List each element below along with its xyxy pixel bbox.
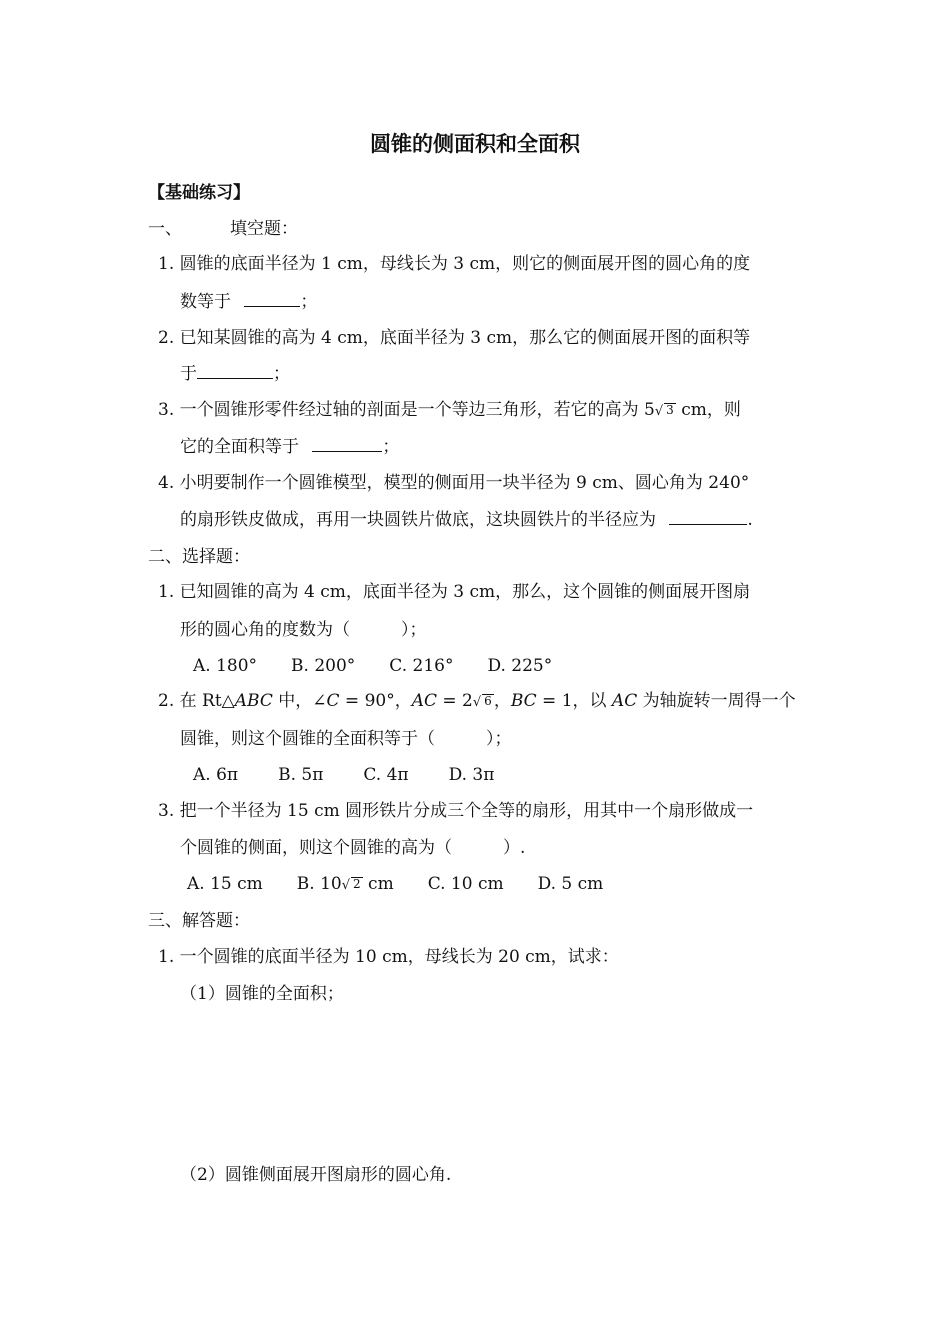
sqrt-radicand: 3 — [666, 403, 674, 417]
option-b[interactable]: B. 5π — [278, 765, 324, 785]
question-text: = 90°， — [339, 691, 412, 711]
question-end: . — [747, 510, 753, 530]
question-text: cm，则 — [681, 400, 741, 420]
question-text: 在 Rt△ — [179, 691, 235, 711]
p2-q2-line1 — [158, 689, 796, 715]
p2-q3-line1 — [158, 799, 753, 823]
option-a[interactable]: A. 180° — [193, 656, 258, 676]
question-text: 圆锥的底面半径为 1 cm，母线长为 3 cm，则它的侧面展开图的圆心角的度 — [179, 254, 751, 274]
question-text: 一个圆锥形零件经过轴的剖面是一个等边三角形，若它的高为 5 — [179, 400, 655, 420]
sqrt-sign: √ — [654, 404, 664, 419]
part1-heading-num: 一、 — [148, 219, 182, 239]
question-number: 2. — [158, 691, 175, 711]
part3-heading: 三、解答题： — [148, 911, 250, 931]
question-number: 1. — [158, 582, 175, 602]
option-d[interactable]: D. 5 cm — [537, 874, 604, 894]
option-a[interactable]: A. 6π — [193, 765, 239, 785]
option-c[interactable]: C. 4π — [363, 765, 409, 785]
p3-q1-line1 — [158, 945, 619, 969]
part1-heading — [148, 217, 298, 241]
question-text: = 2 — [437, 691, 473, 711]
question-number: 1. — [158, 947, 175, 967]
p1-q4-line1 — [158, 471, 749, 495]
question-number: 3. — [158, 400, 175, 420]
question-text: = 1，以 — [536, 691, 612, 711]
p2-q1-line2: 形的圆心角的度数为（ ）； — [180, 620, 427, 640]
question-number: 3. — [158, 801, 175, 821]
sqrt-radicand: 6 — [484, 694, 492, 708]
p2-q2-line2: 圆锥，则这个圆锥的全面积等于（ ）； — [180, 729, 512, 749]
sqrt-sign: √ — [341, 878, 350, 893]
question-number: 2. — [158, 328, 175, 348]
answer-blank[interactable] — [669, 508, 747, 525]
answer-blank[interactable] — [197, 362, 273, 379]
question-text: ， — [493, 691, 511, 711]
section-basic-heading: 【基础练习】 — [148, 183, 250, 203]
p2-q3-line2: 个圆锥的侧面，则这个圆锥的高为（ ）. — [180, 838, 526, 858]
question-text: 已知某圆锥的高为 4 cm，底面半径为 3 cm，那么它的侧面展开图的面积等 — [179, 328, 751, 348]
question-text: 为轴旋转一周得一个 — [637, 691, 796, 711]
p2-q3-options — [187, 872, 637, 898]
p2-q2-options — [193, 763, 528, 787]
question-text: 小明要制作一个圆锥模型，模型的侧面用一块半径为 9 cm、圆心角为 240° — [179, 473, 750, 493]
question-text: 把一个半径为 15 cm 圆形铁片分成三个全等的扇形，用其中一个扇形做成一 — [179, 801, 754, 821]
part2-heading: 二、选择题： — [148, 547, 250, 567]
p1-q2-line2 — [180, 362, 290, 386]
question-text: 已知圆锥的高为 4 cm，底面半径为 3 cm，那么，这个圆锥的侧面展开图扇 — [179, 582, 751, 602]
sqrt-sign: √ — [472, 695, 482, 710]
question-end: ； — [300, 292, 318, 312]
option-c[interactable]: C. 10 cm — [427, 874, 504, 894]
p1-q3-line2 — [180, 435, 399, 459]
option-b[interactable] — [297, 872, 394, 898]
math-bc: BC — [510, 691, 537, 711]
p1-q1-line2 — [180, 290, 317, 314]
page-title: 圆锥的侧面积和全面积 — [370, 131, 580, 156]
math-abc: ABC — [234, 691, 273, 711]
question-text: 于 — [180, 364, 197, 384]
question-end: ； — [273, 364, 290, 384]
math-ac: AC — [611, 691, 638, 711]
math-ac: AC — [411, 691, 437, 711]
option-b[interactable]: B. 200° — [291, 656, 356, 676]
p2-q1-options — [193, 654, 586, 678]
option-b-text: B. 10 — [296, 874, 342, 894]
option-d[interactable]: D. 3π — [448, 765, 495, 785]
option-a[interactable]: A. 15 cm — [187, 874, 263, 894]
part1-heading-text: 填空题： — [230, 219, 298, 239]
option-c[interactable]: C. 216° — [389, 656, 454, 676]
p1-q3-line1 — [158, 398, 741, 424]
math-c: C — [326, 691, 340, 711]
question-text: 数等于 — [180, 292, 231, 312]
answer-blank[interactable] — [312, 435, 382, 452]
question-number: 4. — [158, 473, 175, 493]
p3-q1-sub2: （2）圆锥侧面展开图扇形的圆心角. — [180, 1165, 452, 1185]
sqrt-radicand: 2 — [353, 877, 361, 891]
p1-q4-line2 — [180, 508, 753, 532]
option-d[interactable]: D. 225° — [487, 656, 553, 676]
question-number: 1. — [158, 254, 175, 274]
question-text: 一个圆锥的底面半径为 10 cm，母线长为 20 cm，试求： — [179, 947, 619, 967]
p1-q1-line1 — [158, 252, 750, 276]
question-text: 中，∠ — [272, 691, 327, 711]
answer-blank[interactable] — [244, 290, 300, 307]
p1-q2-line1 — [158, 326, 750, 350]
question-text: 的扇形铁皮做成，再用一块圆铁片做底，这块圆铁片的半径应为 — [180, 510, 656, 530]
question-end: ； — [382, 437, 400, 457]
p3-q1-sub1: （1）圆锥的全面积； — [180, 984, 344, 1004]
question-text: 它的全面积等于 — [180, 437, 299, 457]
p2-q1-line1 — [158, 580, 750, 604]
option-b-unit: cm — [368, 874, 394, 894]
